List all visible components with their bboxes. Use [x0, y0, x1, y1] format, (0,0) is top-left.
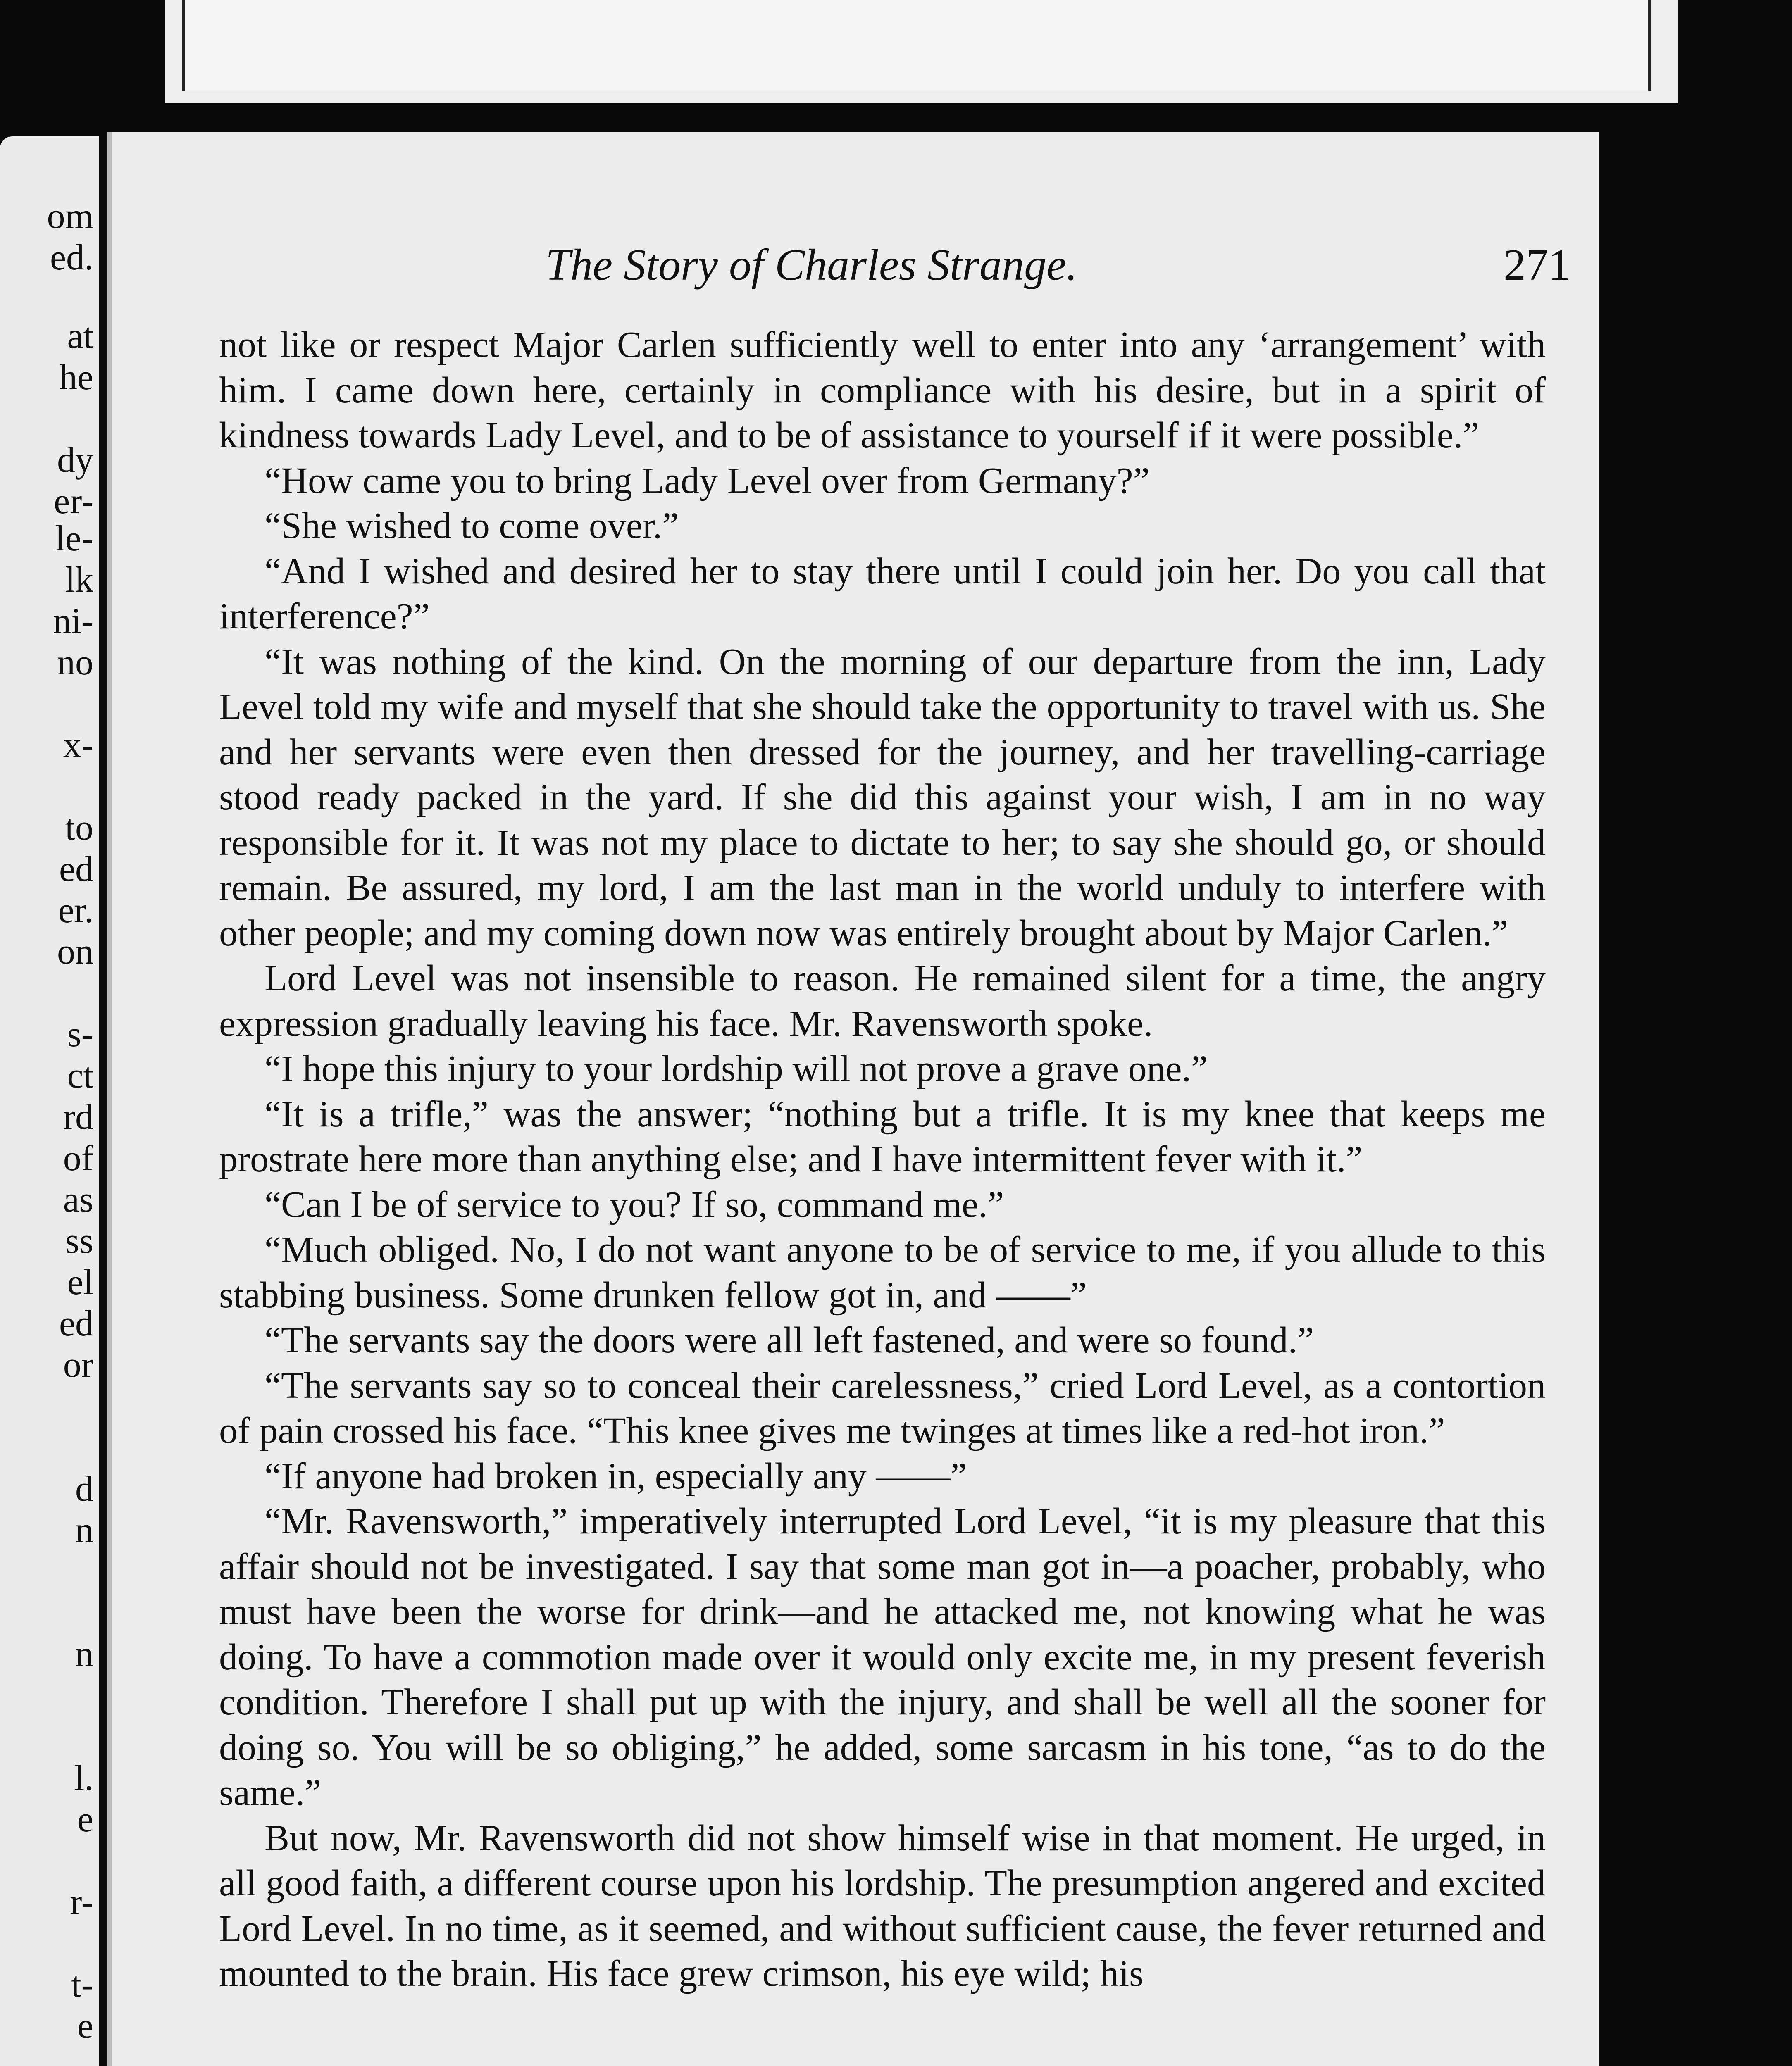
- paragraph: Lord Level was not insensible to reason. He remained silent for a time, the angry expression gradually leaving his face. Mr. Ravensworth spoke.: [219, 958, 1546, 1044]
- left-page-fragment: ni-: [53, 601, 93, 641]
- left-page-fragment: le-: [55, 519, 93, 559]
- left-page-fragment: ed: [59, 849, 93, 889]
- left-page-fragment: rd: [63, 1097, 93, 1137]
- left-page-fragment: as: [63, 1180, 93, 1220]
- page-number: 271: [1504, 240, 1570, 290]
- left-page-fragment: ct: [67, 1056, 93, 1096]
- body-text: [219, 322, 1546, 1997]
- paragraph: “It was nothing of the kind. On the morning of our departure from the inn, Lady Level told my wife and myself that she should take the opportunity to travel with us. She and her servants were even then dressed for the journey, and her travelling-carriage stood ready packed in the yard. If she did this against your wish, I am in no way responsible for it. It was not my place to dictate to her; to say she should go, or should remain. Be assured, my lord, I am the last man in the world unduly to interfere with other people; and my coming down now was entirely brought about by Major Carlen.”: [219, 641, 1546, 954]
- left-page-fragment: of: [63, 1138, 93, 1178]
- paragraph: not like or respect Major Carlen sufficiently well to enter into any ‘arrangement’ with him. I came down here, certainly in compliance with his desire, but in a spirit of kindness towards Lady Level, and to be of assistance to yourself if it were possible.”: [219, 324, 1546, 456]
- paragraph: “I hope this injury to your lordship will not prove a grave one.”: [265, 1048, 1208, 1089]
- page-header: [546, 240, 1570, 306]
- left-page-fragment: n: [75, 1634, 93, 1674]
- book-page: [107, 132, 1595, 2066]
- left-page-fragment: n: [75, 1510, 93, 1550]
- left-page-fragment: t-: [71, 1965, 93, 2005]
- left-page-fragment: he: [59, 357, 93, 397]
- left-page-fragment: on: [57, 932, 93, 972]
- left-page-fragment: or: [63, 1345, 93, 1385]
- left-page-fragment: dy: [57, 440, 93, 480]
- left-page-fragment: ss: [65, 1221, 93, 1261]
- left-page-fragment: lk: [65, 560, 93, 600]
- previous-page-strip: [165, 0, 1678, 103]
- previous-page-sheet: [182, 0, 1651, 91]
- left-page-fragment: x-: [63, 725, 93, 765]
- left-page-fragment: d: [75, 1469, 93, 1509]
- left-page-fragment: om: [47, 196, 93, 236]
- left-page-fragment: to: [65, 808, 93, 848]
- left-page-fragment: s-: [67, 1014, 93, 1054]
- left-page-fragment: e: [77, 2006, 93, 2046]
- paragraph: “She wished to come over.”: [265, 505, 679, 546]
- left-page-fragment: e: [77, 1799, 93, 1840]
- left-page-fragment: el: [67, 1262, 93, 1302]
- left-page-fragment: at: [67, 316, 93, 356]
- paragraph: “If anyone had broken in, especially any ——”: [265, 1455, 967, 1497]
- paragraph: “It is a trifle,” was the answer; “nothing but a trifle. It is my knee that keeps me prostrate here more than anything else; and I have intermittent fever with it.”: [219, 1093, 1546, 1180]
- left-page-fragment: r-: [70, 1882, 93, 1922]
- paragraph: But now, Mr. Ravensworth did not show himself wise in that moment. He urged, in all good faith, a different course upon his lordship. The presumption angered and excited Lord Level. In no time, as it seemed, and without sufficient cause, the fever returned and mounted to the brain. His face grew crimson, his eye wild; his: [219, 1817, 1546, 1994]
- left-page-fragment: ed: [59, 1304, 93, 1344]
- left-page-fragment: ed.: [50, 238, 93, 278]
- running-title: The Story of Charles Strange.: [546, 240, 1077, 290]
- left-page-fragment: er-: [54, 481, 93, 521]
- paragraph: “And I wished and desired her to stay there until I could join her. Do you call that interference?”: [219, 550, 1546, 637]
- left-facing-page: [0, 136, 99, 2066]
- paragraph: “The servants say the doors were all left fastened, and were so found.”: [265, 1320, 1314, 1361]
- paragraph: “Mr. Ravensworth,” imperatively interrupted Lord Level, “it is my pleasure that this affair should not be investigated. I say that some man got in—a poacher, probably, who must have been the worse for drink—and he attacked me, not knowing what he was doing. To have a commotion made over it would only excite me, in my present feverish condition. Therefore I shall put up with the injury, and shall be well all the sooner for doing so. You will be so obliging,” he added, some sarcasm in his tone, “as to do the same.”: [219, 1501, 1546, 1813]
- left-page-fragment: l.: [74, 1758, 93, 1798]
- paragraph: “Can I be of service to you? If so, command me.”: [265, 1184, 1004, 1225]
- left-page-fragment: er.: [58, 890, 93, 931]
- paragraph: “The servants say so to conceal their carelessness,” cried Lord Level, as a contortion of pain crossed his face. “This knee gives me twinges at times like a red-hot iron.”: [219, 1365, 1546, 1451]
- left-page-fragment: no: [57, 643, 93, 683]
- paragraph: “Much obliged. No, I do not want anyone to be of service to me, if you allude to this stabbing business. Some drunken fellow got in, and ——”: [219, 1229, 1546, 1316]
- paragraph: “How came you to bring Lady Level over from Germany?”: [265, 460, 1150, 501]
